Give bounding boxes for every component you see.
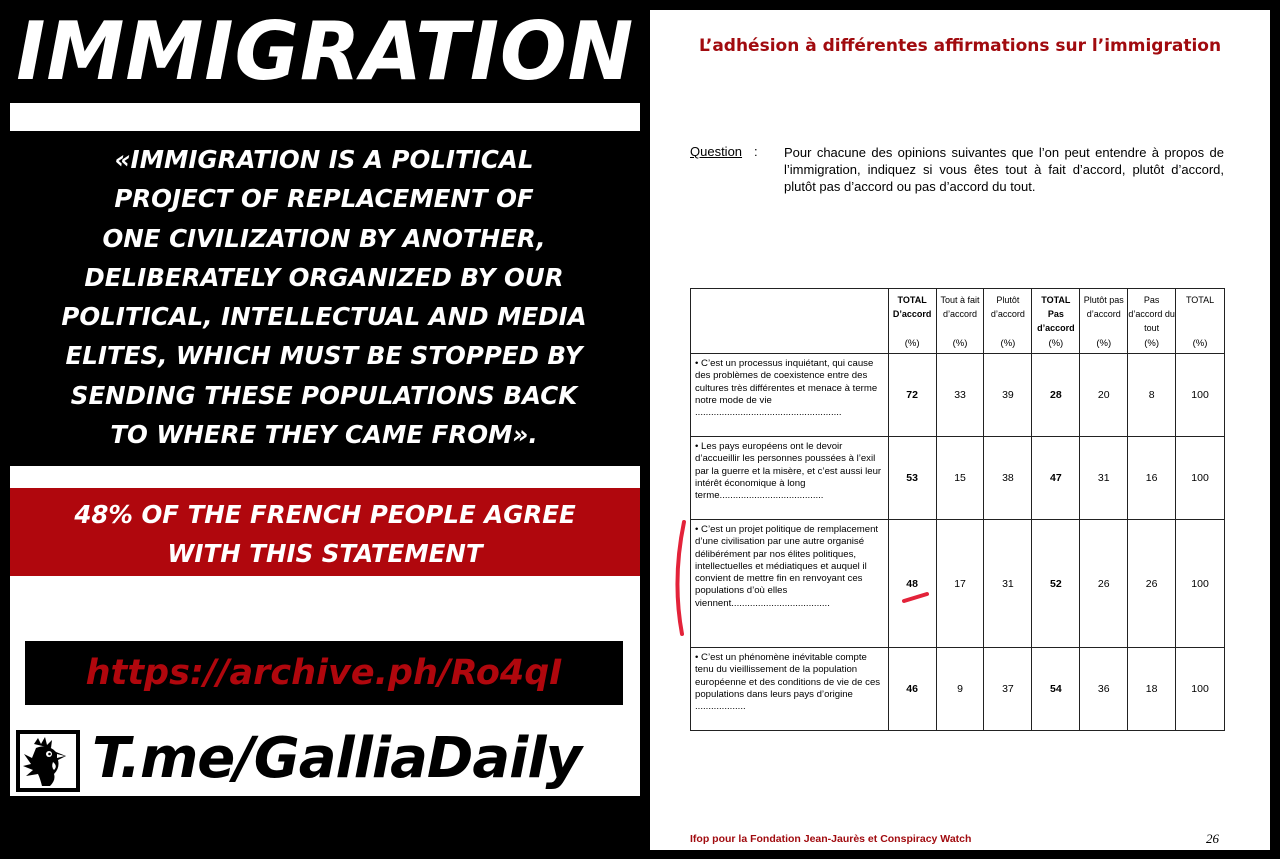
statement-cell: • C’est un processus inquiétant, qui cause des problèmes de coexistence entre des cultures très différentes et menace à terme notre mode de vie ....................................................... [691,354,889,437]
statement-cell: • Les pays européens ont le devoir d’accueillir les personnes poussées à l’exil par la guerre et la misère, et c’est aussi leur intérêt économique à long terme....................................... [691,437,889,520]
page-number: 26 [1206,831,1219,846]
table-row [691,437,1225,520]
value-cell: 54 [1032,648,1080,731]
table-row [691,520,1225,648]
main-title: IMMIGRATION [16,5,635,98]
document-title: L’adhésion à différentes affirmations sur l’immigration [698,36,1222,56]
col-strongly-agree: Tout à fait d’accord (%) [936,289,984,354]
value-cell: 17 [936,520,984,648]
value-cell: 26 [1128,520,1176,648]
agreement-banner: 48% OF THE FRENCH PEOPLE AGREE WITH THIS STATEMENT [10,488,640,576]
value-cell: 16 [1128,437,1176,520]
value-cell: 28 [1032,354,1080,437]
value-cell: 9 [936,648,984,731]
value-cell: 47 [1032,437,1080,520]
question-colon: : [754,144,758,159]
footer-source: Ifop pour la Fondation Jean-Jaurès et Conspiracy Watch [690,833,972,845]
value-cell: 39 [984,354,1032,437]
value-cell: 18 [1128,648,1176,731]
value-cell: 100 [1176,648,1225,731]
archive-link[interactable]: https://archive.ph/Ro4qI [25,641,623,705]
value-cell: 31 [1080,437,1128,520]
table-header-row [691,289,1225,354]
value-cell: 46 [888,648,936,731]
question-text: Pour chacune des opinions suivantes que l’on peut entendre à propos de l’immigration, indiquez si vous êtes tout à fait d’accord, plutôt d’accord, plutôt pas d’accord ou pas d’accord du tout. [784,145,1224,194]
rooster-icon [20,734,76,788]
col-total-disagree: TOTAL Pas d’accord (%) [1032,289,1080,354]
col-total: TOTAL (%) [1176,289,1225,354]
value-cell: 26 [1080,520,1128,648]
value-cell: 72 [888,354,936,437]
col-strongly-disagree: Pas d’accord du tout (%) [1128,289,1176,354]
table-row [691,354,1225,437]
value-cell: 33 [936,354,984,437]
telegram-channel[interactable]: T.me/GalliaDaily [92,726,582,791]
col-total-agree: TOTAL D’accord (%) [888,289,936,354]
results-table [690,288,1225,731]
value-cell: 100 [1176,437,1225,520]
value-cell: 100 [1176,520,1225,648]
statement-cell: • C’est un projet politique de remplacement d’une civilisation par une autre organisé délibérément par nos élites politiques, intellectuelles et médiatiques et auquel il convient de mettre fin en renvoyant ces populations d’où elles viennent..................................... [691,520,889,648]
value-cell: 20 [1080,354,1128,437]
value-cell: 53 [888,437,936,520]
value-cell: 38 [984,437,1032,520]
rooster-logo [16,730,80,792]
col-somewhat-agree: Plutôt d’accord (%) [984,289,1032,354]
value-cell: 36 [1080,648,1128,731]
value-cell: 52 [1032,520,1080,648]
document-page [650,10,1270,850]
table-row [691,648,1225,731]
statement-header [691,289,889,354]
annotation-bracket [677,522,684,634]
value-cell: 31 [984,520,1032,648]
title-divider [10,103,640,131]
value-cell: 48 [888,520,936,648]
question-label: Question [690,144,743,159]
value-cell: 100 [1176,354,1225,437]
value-cell: 37 [984,648,1032,731]
value-cell: 8 [1128,354,1176,437]
statement-cell: • C’est un phénomène inévitable compte tenu du vieillissement de la population européenne et des conditions de vie de ces populations dans leurs pays d’origine ................... [691,648,889,731]
value-cell: 15 [936,437,984,520]
col-somewhat-disagree: Plutôt pas d’accord (%) [1080,289,1128,354]
quote-text: «IMMIGRATION IS A POLITICAL PROJECT OF REPLACEMENT OF ONE CIVILIZATION BY ANOTHER, DELIBERATELY ORGANIZED BY OUR POLITICAL, INTELLECTUAL AND MEDIA ELITES, WHICH MUST BE STOPPED BY SENDING THESE POPULATIONS BACK TO WHERE THEY CAME FROM». [61,145,587,450]
